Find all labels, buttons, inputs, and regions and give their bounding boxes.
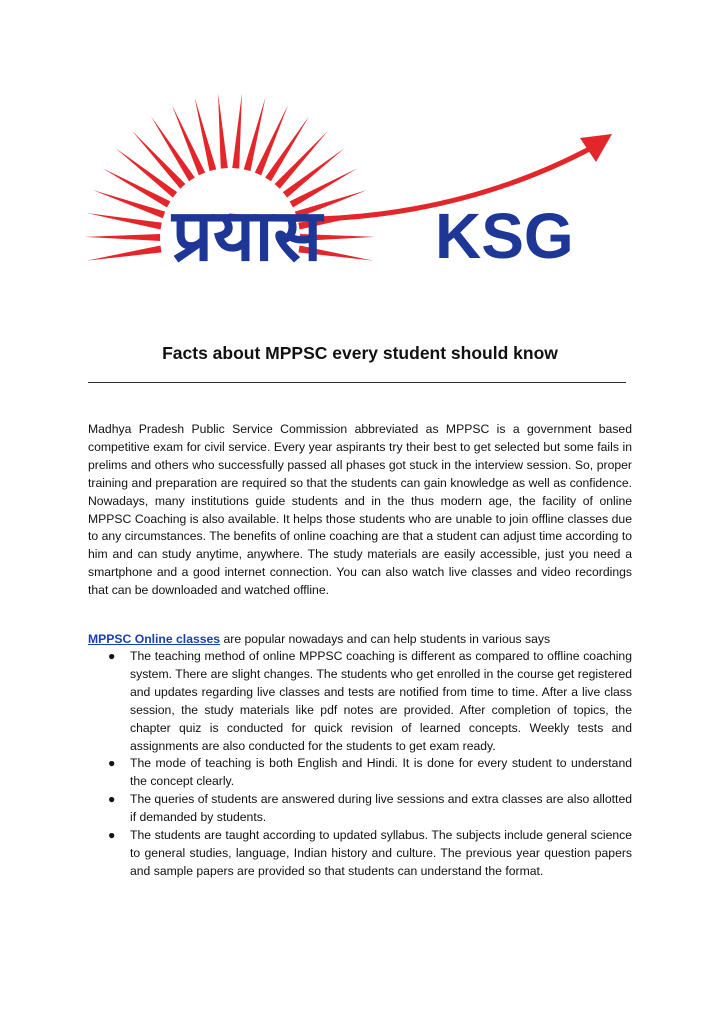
sun-ray: [232, 93, 242, 168]
list-item-text: The teaching method of online MPPSC coaching is different as compared to offline coaching system. There are slight changes. The students who get enrolled in the course get registered and updates regarding live classes and tests are notified from time to time. After a live class session, the study materials like pdf notes are provided. After completion of topics, the chapter quiz is conducted for quick revision of learned concepts. Weekly tests and assignments are also conducted for the students to get exam ready.: [130, 649, 632, 753]
prayas-ksg-logo: [80, 88, 640, 303]
sun-ray: [87, 213, 162, 229]
sun-ray: [172, 105, 205, 175]
bullet-icon: ●: [108, 649, 116, 663]
arrow-head-icon: [580, 134, 612, 162]
sun-ray: [85, 234, 160, 241]
sun-ray: [103, 168, 171, 207]
bullet-icon: ●: [108, 828, 116, 843]
title-divider: [88, 382, 626, 383]
sun-ray: [255, 105, 288, 175]
list-item-text: The students are taught according to updated syllabus. The subjects include general science to general studies, language, Indian history and culture. The previous year question papers and sample papers are provided so that students can understand the format.: [130, 828, 632, 878]
list-item-text: The mode of teaching is both English and Hindi. It is done for every student to understand the concept clearly.: [130, 756, 632, 789]
document-title: Facts about MPPSC every student should know: [162, 343, 558, 363]
list-item: [88, 791, 632, 827]
sun-ray: [87, 245, 162, 260]
sun-ray: [218, 93, 228, 168]
bullet-icon: ●: [108, 756, 116, 771]
list-item: [88, 755, 632, 791]
bullet-icon: ●: [108, 792, 116, 807]
benefits-list: [88, 648, 632, 881]
intro-paragraph: Madhya Pradesh Public Service Commission abbreviated as MPPSC is a government based competitive exam for civil service. Every year aspirants try their best to get selected but some fails in prelims and others who successfully passed all phases got stuck in the interview session. So, proper training and preparation are required so that the students can gain knowledge as well as confidence. Nowadays, many institutions guide students and in the thus modern age, the facility of online MPPSC Coaching is also available. It helps those students who are unable to join offline classes due to any circumstances. The benefits of online coaching are that a student can adjust time according to him and can study anytime, anywhere. The study materials are easily accessible, just you need a smartphone and a good internet connection. You can also watch live classes and video recordings that can be downloaded and watched offline.: [88, 422, 632, 598]
list-item-text: The queries of students are answered during live sessions and extra classes are also allotted if demanded by students.: [130, 792, 632, 825]
intro-text: are popular nowadays and can help students in various says: [220, 632, 551, 646]
mppsc-online-classes-link[interactable]: MPPSC Online classes: [88, 632, 221, 646]
logo-latin-text: KSG: [435, 200, 574, 272]
list-item: [88, 648, 632, 755]
online-classes-intro: [88, 631, 632, 649]
sun-ray: [265, 116, 309, 181]
list-item: [88, 827, 632, 881]
logo-hindi-text: प्रयास: [172, 193, 323, 277]
sun-ray: [151, 116, 195, 181]
